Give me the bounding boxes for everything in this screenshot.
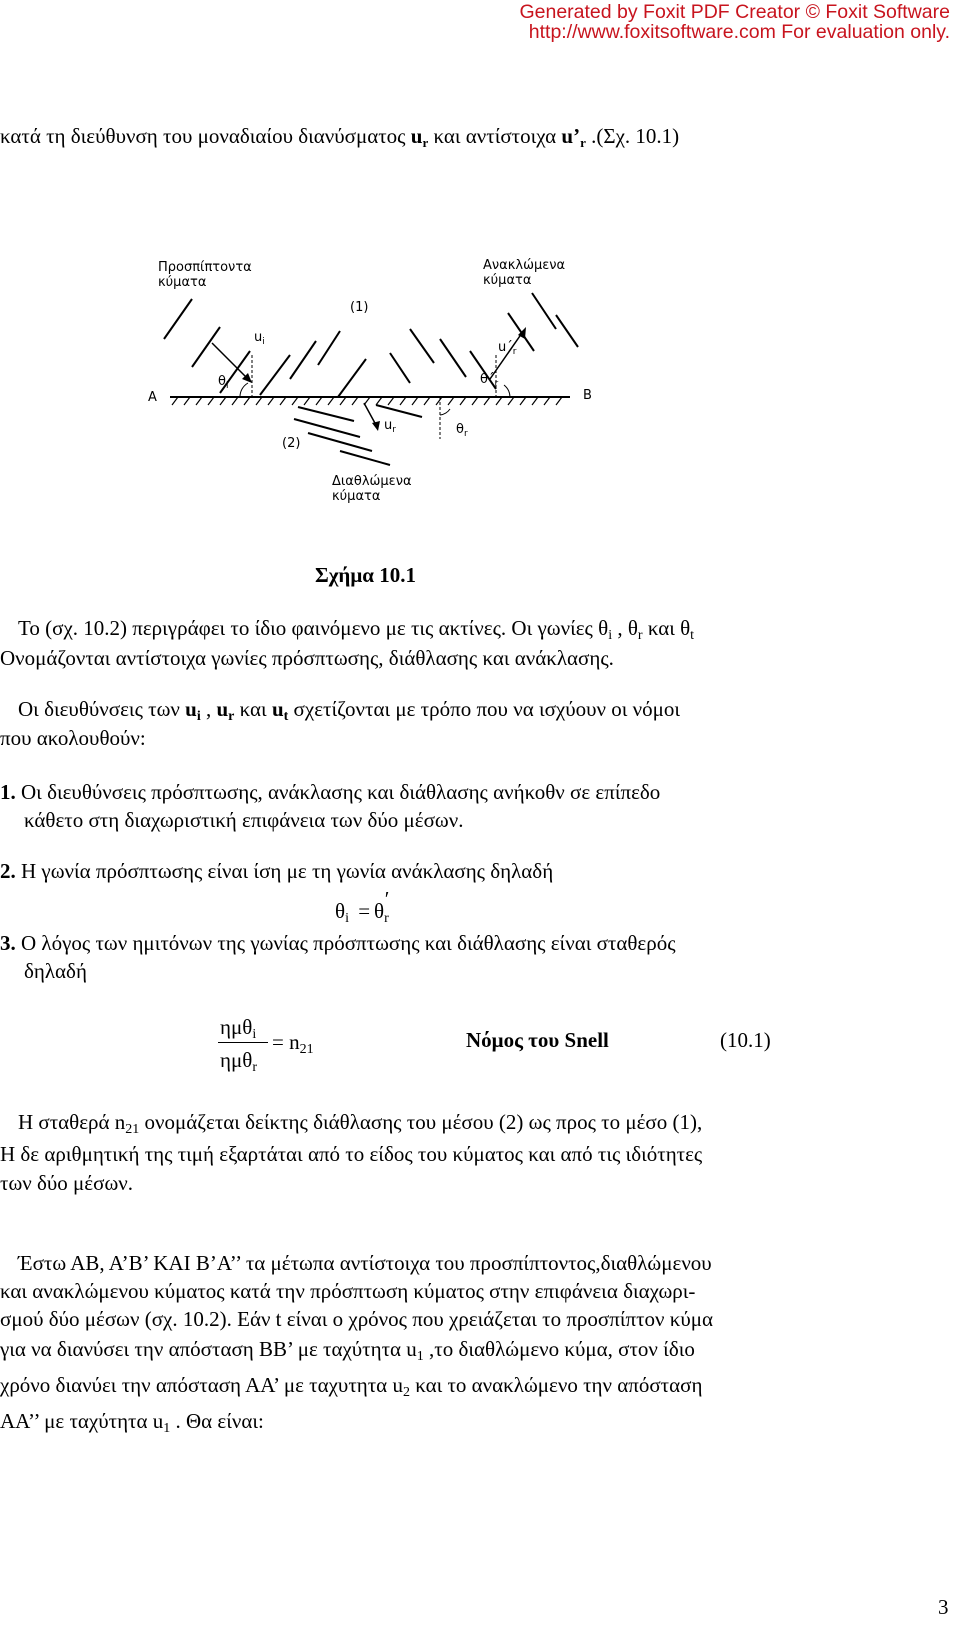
equation-number: (10.1)	[720, 1028, 771, 1052]
page-number: 3	[938, 1595, 949, 1619]
law1-line1: 1. Οι διευθύνσεις πρόσπτωσης, ανάκλασης και διάθλασης ανήκοθν σε επίπεδο	[0, 780, 661, 804]
law2-line1: 2. Η γωνία πρόσπτωσης είναι ίση με τη γωνία ανάκλασης δηλαδή	[0, 859, 554, 883]
label-incident-waves-1: Προσπίπτοντα	[158, 260, 252, 275]
label-medium-2: (2)	[282, 436, 301, 451]
label-point-b: B	[583, 388, 592, 403]
snell-numerator: ημθi	[220, 1015, 257, 1042]
label-medium-1: (1)	[350, 300, 369, 315]
snell-fraction-bar	[218, 1042, 268, 1043]
label-reflected-waves-1: Ανακλώμενα	[483, 258, 566, 273]
label-reflected-waves-2: κύματα	[483, 273, 532, 288]
intro-text-3: .(Σχ. 10.1)	[585, 124, 680, 148]
para2-line2: που ακολουθούν:	[0, 726, 146, 750]
label-ur-prime: $u´_r$	[498, 340, 517, 357]
snell-rhs: = n21	[272, 1030, 314, 1057]
law2-equation: θi = θr′	[335, 887, 390, 926]
vector-ur-prime: u’	[561, 124, 581, 148]
para4-line1: Έστω ΑΒ, Α’Β’ ΚΑΙ Β’Α’’ τα μέτωπα αντίστοιχα του προσπίπτοντος,διαθλώμενου	[18, 1251, 712, 1275]
label-ur: $u_r$	[384, 418, 396, 435]
law3-line2: δηλαδή	[24, 959, 87, 983]
intro-text: κατά τη διεύθυνση του μοναδιαίου διανύσματος	[0, 124, 411, 148]
label-theta-r-prime: $\theta´_r$	[480, 372, 499, 389]
label-refracted-waves-1: Διαθλώμενα	[332, 474, 412, 489]
label-point-a: A	[148, 390, 157, 405]
para3-line2: Η δε αριθμητική της τιμή εξαρτάται από το είδος του κύματος και από τις ιδιότητες	[0, 1142, 703, 1166]
law1-line2: κάθετο στη διαχωριστική επιφάνεια των δύο μέσων.	[24, 808, 464, 832]
incident-wavefronts	[164, 299, 369, 397]
para4-line5: χρόνο διανύει την απόσταση ΑΑ’ με ταχυτητα u2 και το ανακλώμενο την απόσταση	[0, 1373, 703, 1400]
ray-ur-arrowhead-icon	[372, 421, 380, 431]
snell-denominator: ημθr	[220, 1048, 257, 1075]
label-theta-i: $\theta_i$	[218, 374, 229, 391]
intro-text-2: και αντίστοιχα	[428, 124, 562, 148]
para3-line1: Η σταθερά n21 ονομάζεται δείκτης διάθλασης του μέσου (2) ως προς το μέσο (1),	[18, 1110, 703, 1137]
para4-line3: σμού δύο μέσων (σχ. 10.2). Εάν t είναι ο χρόνος που χρειάζεται το προσπίπτον κύμα	[0, 1307, 713, 1331]
figure-caption: Σχήμα 10.1	[315, 563, 416, 587]
intro-line	[0, 124, 679, 151]
watermark-banner-line1: Generated by Foxit PDF Creator © Foxit Software	[519, 1, 950, 23]
label-refracted-waves-2: κύματα	[332, 489, 381, 504]
para4-line6: ΑΑ’’ με ταχύτητα u1 . Θα είναι:	[0, 1409, 264, 1436]
label-ui: $u_i$	[254, 330, 265, 347]
vector-ur-sub: r	[422, 135, 429, 150]
label-theta-r: $\theta_r$	[456, 422, 468, 439]
para4-line4: για να διανύσει την απόσταση ΒΒ’ με ταχύτητα u1 ,το διαθλώμενο κύμα, στον ίδιο	[0, 1337, 695, 1364]
para1-line2: Ονομάζονται αντίστοιχα γωνίες πρόσπτωσης, διάθλασης και ανάκλασης.	[0, 646, 614, 670]
interface-hatching	[172, 397, 562, 405]
angle-arc-theta-i	[240, 383, 248, 397]
para1-line1: Το (σχ. 10.2) περιγράφει το ίδιο φαινόμενο με τις ακτίνες. Οι γωνίες θi , θr και θt	[18, 616, 695, 643]
vector-ur-prime-sub: r	[580, 135, 586, 150]
para4-line2: και ανακλώμενου κύματος κατά την πρόσπτωση κύματος στην επιφάνεια διαχωρι-	[0, 1279, 696, 1303]
angle-arc-theta-r	[440, 409, 450, 415]
para2-line1: Οι διευθύνσεις των ui , ur και ut σχετίζονται με τρόπο που να ισχύουν οι νόμοι	[18, 697, 681, 724]
figure-reflection-refraction	[140, 255, 630, 525]
ray-ur	[364, 403, 376, 425]
angle-arc-theta-r-prime	[504, 385, 510, 397]
label-incident-waves-2: κύματα	[158, 275, 207, 290]
vector-ur: u	[410, 124, 423, 148]
snell-law-name: Νόμος του Snell	[466, 1028, 609, 1052]
refracted-wavefronts	[294, 405, 422, 465]
law3-line1: 3. Ο λόγος των ημιτόνων της γωνίας πρόσπτωσης και διάθλασης είναι σταθερός	[0, 931, 676, 955]
watermark-banner-line2: http://www.foxitsoftware.com For evaluation only.	[528, 21, 950, 43]
para3-line3: των δύο μέσων.	[0, 1171, 134, 1195]
